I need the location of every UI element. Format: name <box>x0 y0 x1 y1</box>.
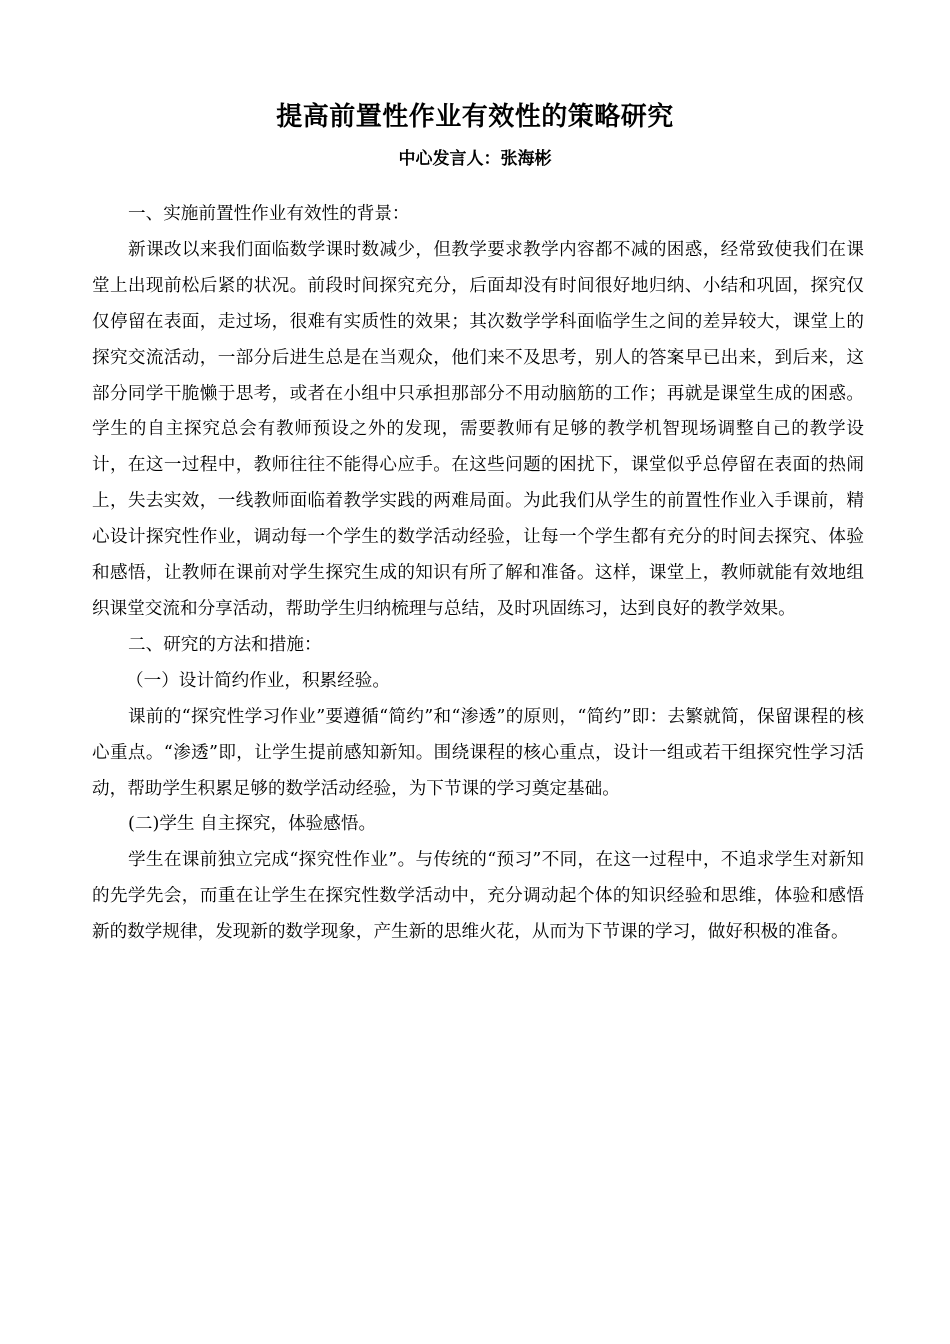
section-1-paragraph: 新课改以来我们面临数学课时数减少，但教学要求教学内容都不减的困惑，经常致使我们在课堂上出现前松后紧的状况。前段时间探究充分，后面却没有时间很好地归纳、小结和巩固，探究仅仅停留在表面，走过场，很难有实质性的效果；其次数学学科面临学生之间的差异较大，课堂上的探究交流活动，一部分后进生总是在当观众，他们来不及思考，别人的答案早已出来，到后来，这部分同学干脆懒于思考，或者在小组中只承担那部分不用动脑筋的工作；再就是课堂生成的困惑。学生的自主探究总会有教师预设之外的发现，需要教师有足够的教学机智现场调整自己的教学设计，在这一过程中，教师往往不能得心应手。在这些问题的困扰下，课堂似乎总停留在表面的热闹上，失去实效，一线教师面临着教学实践的两难局面。为此我们从学生的前置性作业入手课前，精心设计探究性作业，调动每一个学生的数学活动经验，让每一个学生都有充分的时间去探究、体验和感悟，让教师在课前对学生探究生成的知识有所了解和准备。这样，课堂上，教师就能有效地组织课堂交流和分享活动，帮助学生归纳梳理与总结，及时巩固练习，达到良好的教学效果。 <box>92 239 864 619</box>
document-title: 提高前置性作业有效性的策略研究 <box>276 102 674 132</box>
section-2-heading: 二、研究的方法和措施： <box>128 634 322 655</box>
document-speaker: 中心发言人：张海彬 <box>398 149 552 169</box>
section-1-heading: 一、实施前置性作业有效性的背景： <box>128 204 410 224</box>
section-2-subheading-1: （一）设计简约作业，积累经验。 <box>126 670 390 691</box>
section-2-sub1-paragraph: 课前的“探究性学习作业”要遵循“简约”和“渗透”的原则，“简约”即：去繁就简，保留课程的核心重点。“渗透”即，让学生提前感知新知。围绕课程的核心重点，设计一组或若干组探究性学习活动，帮助学生积累足够的数学活动经验，为下节课的学习奠定基础。 <box>92 706 864 799</box>
section-2-sub2-paragraph: 学生在课前独立完成“探究性作业”。与传统的“预习”不同，在这一过程中，不追求学生对新知的先学先会，而重在让学生在探究性数学活动中，充分调动起个体的知识经验和思维，体验和感悟新的数学规律，发现新的数学现象，产生新的思维火花，从而为下节课的学习，做好积极的准备。 <box>92 850 864 943</box>
section-2-subheading-2: (二)学生 自主探究，体验感悟。 <box>128 814 377 835</box>
document-body <box>92 197 864 951</box>
